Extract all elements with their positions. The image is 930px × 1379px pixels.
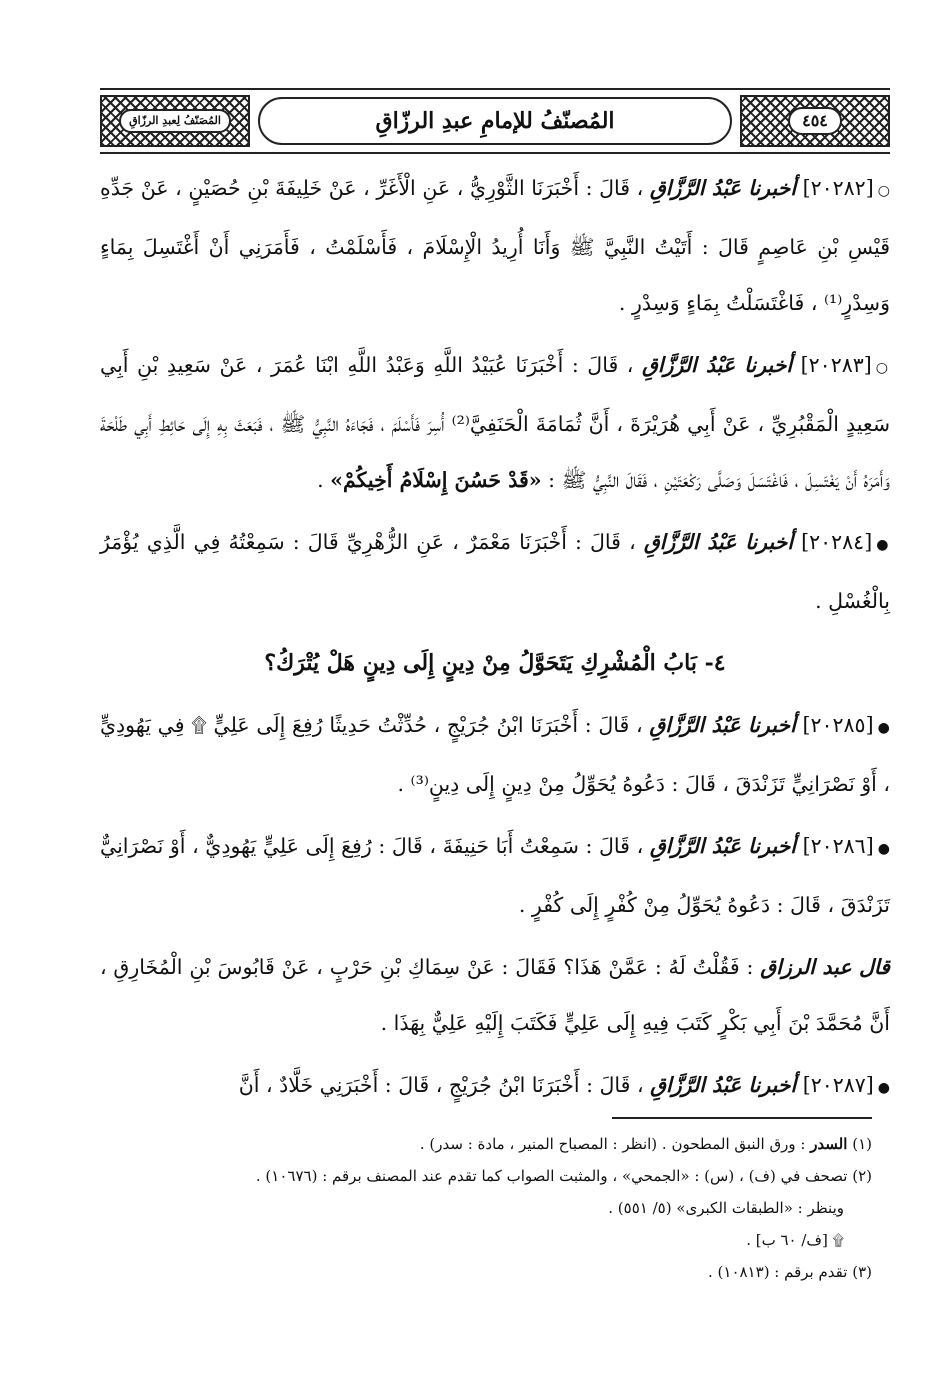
hadith-text: ، قَالَ : أَخْبَرَنَا ابْنُ جُرَيْجٍ ، قَالَ : أَخْبَرَنِي خَلَّادٌ ، أَنَّ <box>238 1073 644 1097</box>
hadith-source: أخبرنا عَبْدُ الرَّزَّاقِ <box>649 713 796 737</box>
footnote-1 <box>90 1128 872 1160</box>
hadith-tail: . <box>317 468 324 492</box>
solid-bullet: ● <box>877 1080 890 1096</box>
hadith-source: أخبرنا عَبْدُ الرَّزَّاقِ <box>643 530 794 554</box>
footnotes <box>90 1128 872 1288</box>
main-text <box>100 160 890 1122</box>
hadith-number: [٢٠٢٨٢] <box>802 176 874 200</box>
prophet-quote: «قَدْ حَسُنَ إِسْلَامُ أَخِيكُمْ» <box>330 468 542 492</box>
hadith-number: [٢٠٢٨٥] <box>802 713 874 737</box>
hollow-bullet: ○ <box>875 360 890 376</box>
hadith-20286 <box>100 818 890 933</box>
footnote-3 <box>90 1256 872 1288</box>
footnote-term: السدر <box>810 1135 848 1153</box>
hadith-source: أخبرنا عَبْدُ الرَّزَّاقِ <box>650 1073 797 1097</box>
solid-bullet: ● <box>876 537 890 553</box>
hadith-number: [٢٠٢٨٣] <box>800 353 872 377</box>
footnote-text: تقدم برقم : (١٠٨١٣) . <box>708 1263 848 1281</box>
hadith-20282 <box>100 160 890 331</box>
footnote-2-continued: وينظر : «الطبقات الكبرى» (٥/ ٥٥١) . <box>608 1199 844 1217</box>
hadith-20283 <box>100 337 890 508</box>
page-header <box>100 88 890 154</box>
comment-source: قال عبد الرزاق <box>760 955 890 979</box>
hadith-20287 <box>100 1057 890 1116</box>
chapter-heading: ٤- بَابُ الْمُشْرِكِ يَتَحَوَّلُ مِنْ دِينٍ إِلَى دِينٍ هَلْ يُتْرَكُ؟ <box>264 650 726 676</box>
hadith-source: أخبرنا عَبْدُ الرَّزَّاقِ <box>649 176 797 200</box>
solid-bullet: ● <box>877 841 890 857</box>
solid-bullet: ● <box>877 720 890 736</box>
hadith-source: أخبرنا عَبْدُ الرَّزَّاقِ <box>642 353 793 377</box>
abd-al-razzaq-comment <box>100 939 890 1051</box>
hadith-text: ، قَالَ : أَخْبَرَنَا ابْنُ جُرَيْجٍ ، حُدِّثْتُ حَدِيثًا رُفِعَ إِلَى عَلِيٍّ ۩ فِي يَهُودِيٍّ ، أَوْ نَصْرَانِيٍّ تَزَنْدَقَ ، قَالَ : دَعُوهُ يُحَوِّلُ مِنْ دِينٍ إِلَى دِينٍ⁽³⁾ . <box>100 713 890 796</box>
page-number: ٤٥٤ <box>788 107 842 134</box>
hadith-text: ، قَالَ : أَخْبَرَنَا مَعْمَرٌ ، عَنِ الزُّهْرِيِّ قَالَ : سَمِعْتُهُ فِي الَّذِي يُؤْمَرُ بِالْغُسْلِ . <box>100 530 890 613</box>
hadith-number: [٢٠٢٨٦] <box>802 834 874 858</box>
book-title: المُصنّفُ للإمامِ عبدِ الرزّاقِ <box>258 97 732 145</box>
ornament-label: المُصَنّفُ لِعبدِ الرزّاقِ <box>119 109 231 132</box>
hadith-source: أخبرنا عَبْدُ الرَّزَّاقِ <box>649 834 797 858</box>
footnote-2 <box>90 1160 872 1192</box>
hadith-number: [٢٠٢٨٧] <box>802 1073 874 1097</box>
hadith-text: ، قَالَ : أَخْبَرَنَا الثَّوْرِيُّ ، عَنِ الْأَغَرِّ ، عَنْ خَلِيفَةَ بْنِ حُصَيْنٍ ، عَنْ جَدِّهِ قَيْسِ بْنِ عَاصِمٍ قَالَ : أَتَيْتُ النَّبِيَّ ﷺ وَأَنَا أُرِيدُ الْإِسْلَامَ ، فَأَسْلَمْتُ ، فَأَمَرَنِي أَنْ أَغْتَسِلَ بِمَاءٍ وَسِدْرٍ⁽¹⁾ ، فَاغْتَسَلْتُ بِمَاءٍ وَسِدْرٍ . <box>100 176 890 315</box>
hadith-text: ، قَالَ : سَمِعْتُ أَبَا حَنِيفَةَ ، قَالَ : رُفِعَ إِلَى عَلِيٍّ يَهُودِيٌّ ، أَوْ نَصْرَانِيٌّ تَزَنْدَقَ ، قَالَ : دَعُوهُ يُحَوِّلُ مِنْ كُفْرٍ إِلَى كُفْرٍ . <box>100 834 890 917</box>
footnote-text: : ورق النبق المطحون . (انظر : المصباح المنير ، مادة : سدر) . <box>419 1135 806 1153</box>
footnote-number: (٢) <box>852 1167 872 1185</box>
header-ornament-right <box>740 95 890 147</box>
hollow-bullet: ○ <box>877 183 890 199</box>
footnote-number: (٣) <box>852 1263 872 1281</box>
hadith-text: ، قَالَ : أَخْبَرَنَا عُبَيْدُ اللَّهِ وَعَبْدُ اللَّهِ ابْنَا عُمَرَ ، عَنْ سَعِيدِ بْنِ أَبِي سَعِيدٍ الْمَقْبُرِيِّ ، عَنْ أَبِي هُرَيْرَةَ ، أَنَّ ثُمَامَةَ الْحَنَفِيَّ⁽²⁾ أُسِرَ فَأَسْلَمَ ، فَجَاءَهُ النَّبِيُّ ﷺ ، فَبَعَثَ بِهِ إِلَى حَائِطِ أَبِي طَلْحَةَ وَأَمَرَهُ أَنْ يَغْتَسِلَ ، فَاغْتَسَلَ وَصَلَّى رَكْعَتَيْنِ ، فَقَالَ النَّبِيُّ ﷺ : <box>100 353 890 492</box>
comment-text: : فَقُلْتُ لَهُ : عَمَّنْ هَذَا؟ فَقَالَ : عَنْ سِمَاكِ بْنِ حَرْبٍ ، عَنْ قَابُوسَ بْنِ الْمُخَارِقِ ، أَنَّ مُحَمَّدَ بْنَ أَبِي بَكْرٍ كَتَبَ فِيهِ إِلَى عَلِيٍّ فَكَتَبَ إِلَيْهِ عَلِيٌّ بِهَذَا . <box>100 955 890 1035</box>
footnote-number: (١) <box>852 1135 872 1153</box>
hadith-20284 <box>100 514 890 629</box>
footnote-divider <box>612 1117 872 1119</box>
hadith-number: [٢٠٢٨٤] <box>801 530 873 554</box>
header-ornament-left <box>100 95 250 147</box>
hadith-20285 <box>100 697 890 812</box>
folio-note: ۩ [ف/ ٦٠ ب] . <box>746 1231 844 1249</box>
footnote-text: تصحف في (ف) ، (س) : «الجمحي» ، والمثبت الصواب كما تقدم عند المصنف برقم : (١٠٦٧٦) . <box>255 1167 848 1185</box>
